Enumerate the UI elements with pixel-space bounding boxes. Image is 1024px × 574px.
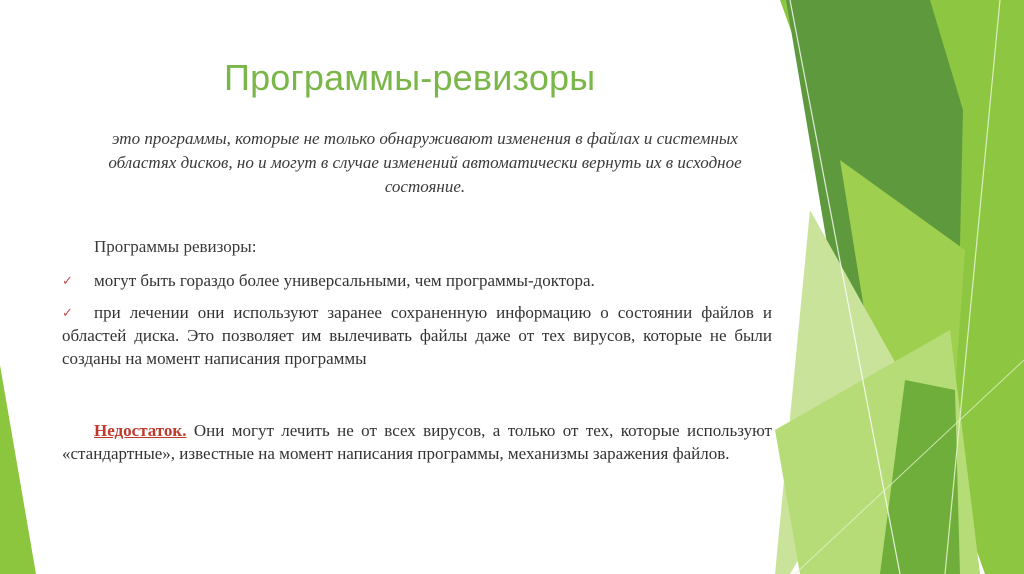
- checkmark-icon: ✓: [62, 273, 73, 288]
- drawback-text: Они могут лечить не от всех вирусов, а только от тех, которые используют «стандартные», известные на момент написания программы, механизмы заражения файлов.: [62, 421, 772, 463]
- list-item: [62, 301, 772, 370]
- subheading: Программы ревизоры:: [94, 237, 257, 256]
- drawback-label: Недостаток.: [94, 421, 187, 440]
- list-item: [62, 269, 772, 292]
- definition-text: это программы, которые не только обнаруживают изменения в файлах и системных областях дисков, но и могут в случае изменений автоматически вернуть их в исходное состояние.: [108, 129, 742, 196]
- checkmark-icon: ✓: [62, 305, 73, 320]
- slide-title: Программы-ревизоры: [224, 57, 596, 98]
- list-item-text: при лечении они используют заранее сохраненную информацию о состоянии файлов и областей диска. Это позволяет им вылечивать файлы даже от тех вирусов, которые не были созданы на момент написания программы: [62, 303, 772, 368]
- left-green-triangle: [0, 365, 36, 574]
- drawback-paragraph: [62, 419, 772, 465]
- checklist: [62, 269, 772, 379]
- list-item-text: могут быть гораздо более универсальными, чем программы-доктора.: [94, 271, 595, 290]
